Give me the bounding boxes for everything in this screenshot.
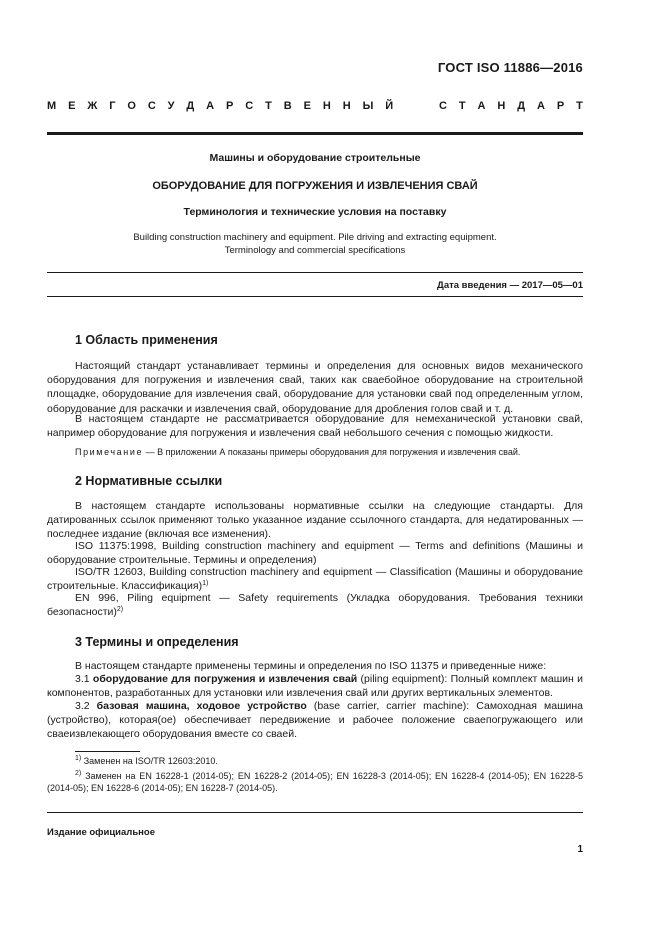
footnote-text: Заменен на ISO/TR 12603:2010. <box>81 756 218 766</box>
title-english <box>47 231 583 257</box>
term-definition: (base carrier, carrier machine): Самоходная машина (устройство), которая(ое) обеспечивает передвижение и рабочее положение сваепогружающего или сваеизвлекающего оборудования вместе со сваей. <box>47 700 583 741</box>
term-entry <box>47 699 583 742</box>
term-name: оборудование для погружения и извлечения свай <box>92 673 358 685</box>
section-heading-references: 2 Нормативные ссылки <box>75 474 223 488</box>
paragraph: В настоящем стандарте применены термины и определения по ISO 11375 и приведенные ниже: <box>75 660 547 672</box>
banner-gap <box>405 100 427 112</box>
section-heading-terms: 3 Термины и определения <box>75 635 239 649</box>
title-main: ОБОРУДОВАНИЕ ДЛЯ ПОГРУЖЕНИЯ И ИЗВЛЕЧЕНИЯ СВАЙ <box>152 180 478 192</box>
footnote-divider <box>75 751 140 752</box>
banner-letter: У <box>167 100 175 112</box>
reference-item <box>47 565 583 593</box>
term-name: базовая машина, ходовое устройство <box>96 700 307 712</box>
title-subtitle: Терминология и технические условия на поставку <box>183 206 447 218</box>
footnote <box>47 755 583 767</box>
reference-text: ISO/TR 12603, Building construction machinery and equipment — Classification (Машины и оборудование строительные. Классификация) <box>47 566 583 593</box>
banner-letter: Т <box>458 100 466 112</box>
banner-letter: Т <box>576 100 583 112</box>
banner-letter: Р <box>226 100 234 112</box>
banner-letter: Ж <box>87 100 98 112</box>
banner-letter: А <box>206 100 215 112</box>
banner-letter: С <box>439 100 447 112</box>
term-number: 3.2 <box>75 700 97 712</box>
title-english-line: Terminology and commercial specifications <box>224 245 406 256</box>
footer-divider <box>47 812 583 813</box>
banner-letter: Е <box>68 100 76 112</box>
note <box>75 446 583 458</box>
paragraph: В настоящем стандарте использованы нормативные ссылки на следующие стандарты. Для датированных ссылок применяют только указанное издание ссылочного стандарта, для недатированных — последнее издание (включая все изменения). <box>47 500 583 541</box>
note-label: Примечание <box>75 447 144 457</box>
banner-letter: С <box>245 100 254 112</box>
footnote-mark: 2) <box>75 770 82 777</box>
banner-letter: Н <box>497 100 506 112</box>
banner-letter: О <box>127 100 136 112</box>
title-divider <box>47 272 583 273</box>
banner-letter: Д <box>186 100 195 112</box>
banner-letter: Г <box>109 100 116 112</box>
banner-letter: А <box>477 100 486 112</box>
introduction-date: Дата введения — 2017—05—01 <box>437 280 583 291</box>
banner-letter: Р <box>556 100 565 112</box>
section-heading-scope: 1 Область применения <box>75 333 218 347</box>
paragraph: Настоящий стандарт устанавливает термины и определения для основных видов механического оборудования для погружения и извлечения свай, таких как сваебойное оборудование на строительной площадке, оборудование для извлечения свай, оборудование для установки свай под определенным углом, оборудование для раскачки и извлечения свай, оборудование для дробления голов свай и т. д. <box>47 360 583 415</box>
paragraph: В настоящем стандарте не рассматривается оборудование для немеханической установки свай, например оборудование для погружения и извлечения свай небольшого сечения с помощью жидкости. <box>47 413 583 440</box>
banner-letter: Н <box>322 100 331 112</box>
date-divider <box>47 296 583 297</box>
interstate-standard-banner <box>47 100 583 112</box>
footnote-mark: 1) <box>75 755 82 762</box>
footnote <box>47 770 583 794</box>
term-number: 3.1 <box>75 673 93 685</box>
footnote-ref: 2) <box>116 606 124 614</box>
document-code: ГОСТ ISO 11886—2016 <box>437 60 583 75</box>
term-entry <box>47 672 583 700</box>
banner-letter: Т <box>265 100 272 112</box>
banner-letter: М <box>47 100 57 112</box>
reference-item <box>47 591 583 619</box>
banner-letter: С <box>147 100 156 112</box>
reference-item: ISO 11375:1998, Building construction machinery and equipment — Terms and definitions (Машины и оборудование строительные. Термины и определения) <box>47 540 583 567</box>
official-edition-label: Издание официальное <box>47 827 155 838</box>
reference-text: EN 996, Piling equipment — Safety requirements (Укладка оборудования. Требования техники безопасности) <box>47 592 583 619</box>
term-definition: (piling equipment): Полный комплект машин и компонентов, разработанных для установки или извлечения свай или других вертикальных элементов. <box>47 673 583 700</box>
title-group: Машины и оборудование строительные <box>209 152 421 164</box>
header-divider <box>47 132 583 135</box>
page-number: 1 <box>577 844 583 855</box>
footnote-ref: 1) <box>202 580 209 588</box>
banner-letter: Й <box>385 100 394 112</box>
banner-letter: Е <box>303 100 311 112</box>
banner-letter: Ы <box>362 100 374 112</box>
banner-letter: Д <box>517 100 526 112</box>
footnote-text: Заменен на EN 16228-1 (2014-05); EN 16228-2 (2014-05); EN 16228-3 (2014-05); EN 16228-4 (2014-05); EN 16228-5 (2014-05); EN 16228-6 (2014-05); EN 16228-7 (2014-05). <box>47 771 583 793</box>
banner-letter: Н <box>342 100 351 112</box>
banner-letter: А <box>536 100 545 112</box>
note-text: — В приложении А показаны примеры оборудования для погружения и извлечения свай. <box>143 447 521 457</box>
banner-letter: В <box>283 100 292 112</box>
title-english-line: Building construction machinery and equipment. Pile driving and extracting equipment. <box>133 232 497 243</box>
